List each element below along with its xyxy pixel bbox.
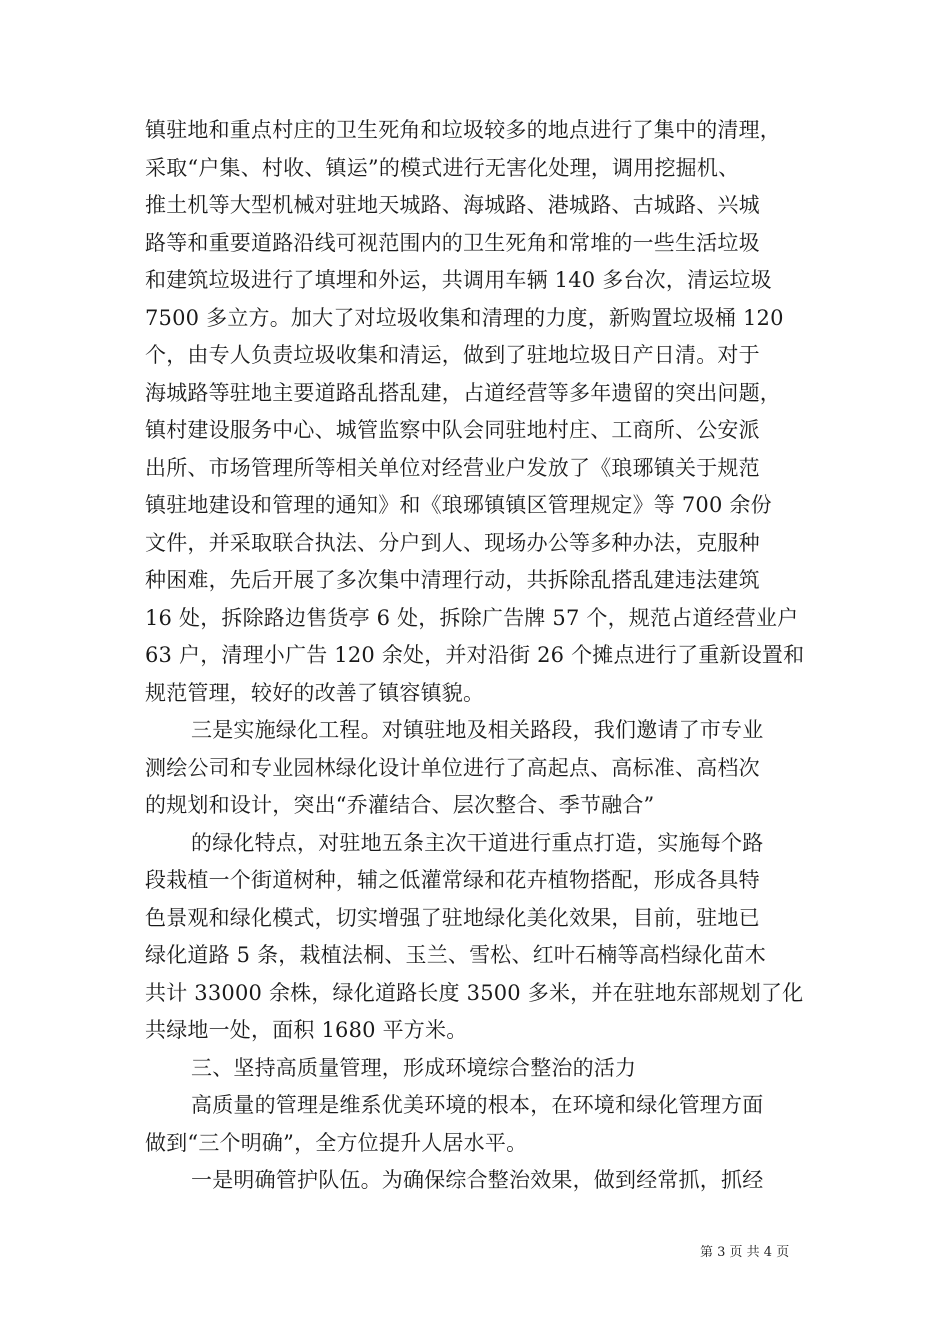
text-line: 海城路等驻地主要道路乱搭乱建，占道经营等多年遗留的突出问题， [145,380,781,405]
text-line: 共计 33000 余株，绿化道路长度 3500 多米，并在驻地东部规划了化 [145,980,804,1005]
body-text [145,112,815,1200]
paragraph-start-line: 的绿化特点，对驻地五条主次干道进行重点打造，实施每个路 [191,830,764,855]
text-line: 镇驻地和重点村庄的卫生死角和垃圾较多的地点进行了集中的清理， [145,118,781,142]
text-line: 测绘公司和专业园林绿化设计单位进行了高起点、高标准、高档次 [145,755,760,780]
text-line: 做到“三个明确”，全方位提升人居水平。 [145,1130,528,1155]
text-line: 种困难，先后开展了多次集中清理行动，共拆除乱搭乱建违法建筑 [145,568,760,592]
text-line: 16 处，拆除路边售货亭 6 处，拆除广告牌 57 个，规范占道经营业户 [145,605,799,630]
text-line: 7500 多立方。加大了对垃圾收集和清理的力度，新购置垃圾桶 120 [145,305,784,330]
text-line: 出所、市场管理所等相关单位对经营业户发放了《琅琊镇关于规范 [145,455,760,480]
text-line: 镇村建设服务中心、城管监察中队会同驻地村庄、工商所、公安派 [145,418,760,442]
paragraph-start-line: 高质量的管理是维系优美环境的根本，在环境和绿化管理方面 [191,1093,764,1117]
text-line: 推土机等大型机械对驻地天城路、海城路、港城路、古城路、兴城 [145,193,760,217]
paragraph-start-line: 三是实施绿化工程。对镇驻地及相关路段，我们邀请了市专业 [191,718,764,742]
text-line: 绿化道路 5 条，栽植法桐、玉兰、雪松、红叶石楠等高档绿化苗木 [145,943,766,967]
paragraph-start-line: 一是明确管护队伍。为确保综合整治效果，做到经常抓，抓经 [191,1168,764,1192]
page-number-footer: 第 3 页 共 4 页 [700,1245,790,1260]
text-line: 镇驻地建设和管理的通知》和《琅琊镇镇区管理规定》等 700 余份 [145,493,772,517]
text-line: 色景观和绿化模式，切实增强了驻地绿化美化效果，目前，驻地已 [145,905,760,930]
text-line: 63 户，清理小广告 120 余处，并对沿街 26 个摊点进行了重新设置和 [145,643,805,667]
text-line: 文件，并采取联合执法、分户到人、现场办公等多种办法，克服种 [145,530,760,555]
text-line: 的规划和设计，突出“乔灌结合、层次整合、季节融合” [145,793,655,817]
text-line: 路等和重要道路沿线可视范围内的卫生死角和常堆的一些生活垃圾 [145,230,760,255]
text-line: 段栽植一个街道树种，辅之低灌常绿和花卉植物搭配，形成各具特 [145,868,760,892]
text-line: 采取“户集、村收、镇运”的模式进行无害化处理，调用挖掘机、 [145,155,740,180]
text-line: 规范管理，较好的改善了镇容镇貌。 [145,680,485,705]
text-line: 和建筑垃圾进行了填埋和外运，共调用车辆 140 多台次，清运垃圾 [145,268,772,292]
section-heading: 三、坚持高质量管理，形成环境综合整治的活力 [191,1055,637,1080]
text-line: 个，由专人负责垃圾收集和清运，做到了驻地垃圾日产日清。对于 [145,343,760,367]
text-line: 共绿地一处，面积 1680 平方米。 [145,1018,468,1042]
